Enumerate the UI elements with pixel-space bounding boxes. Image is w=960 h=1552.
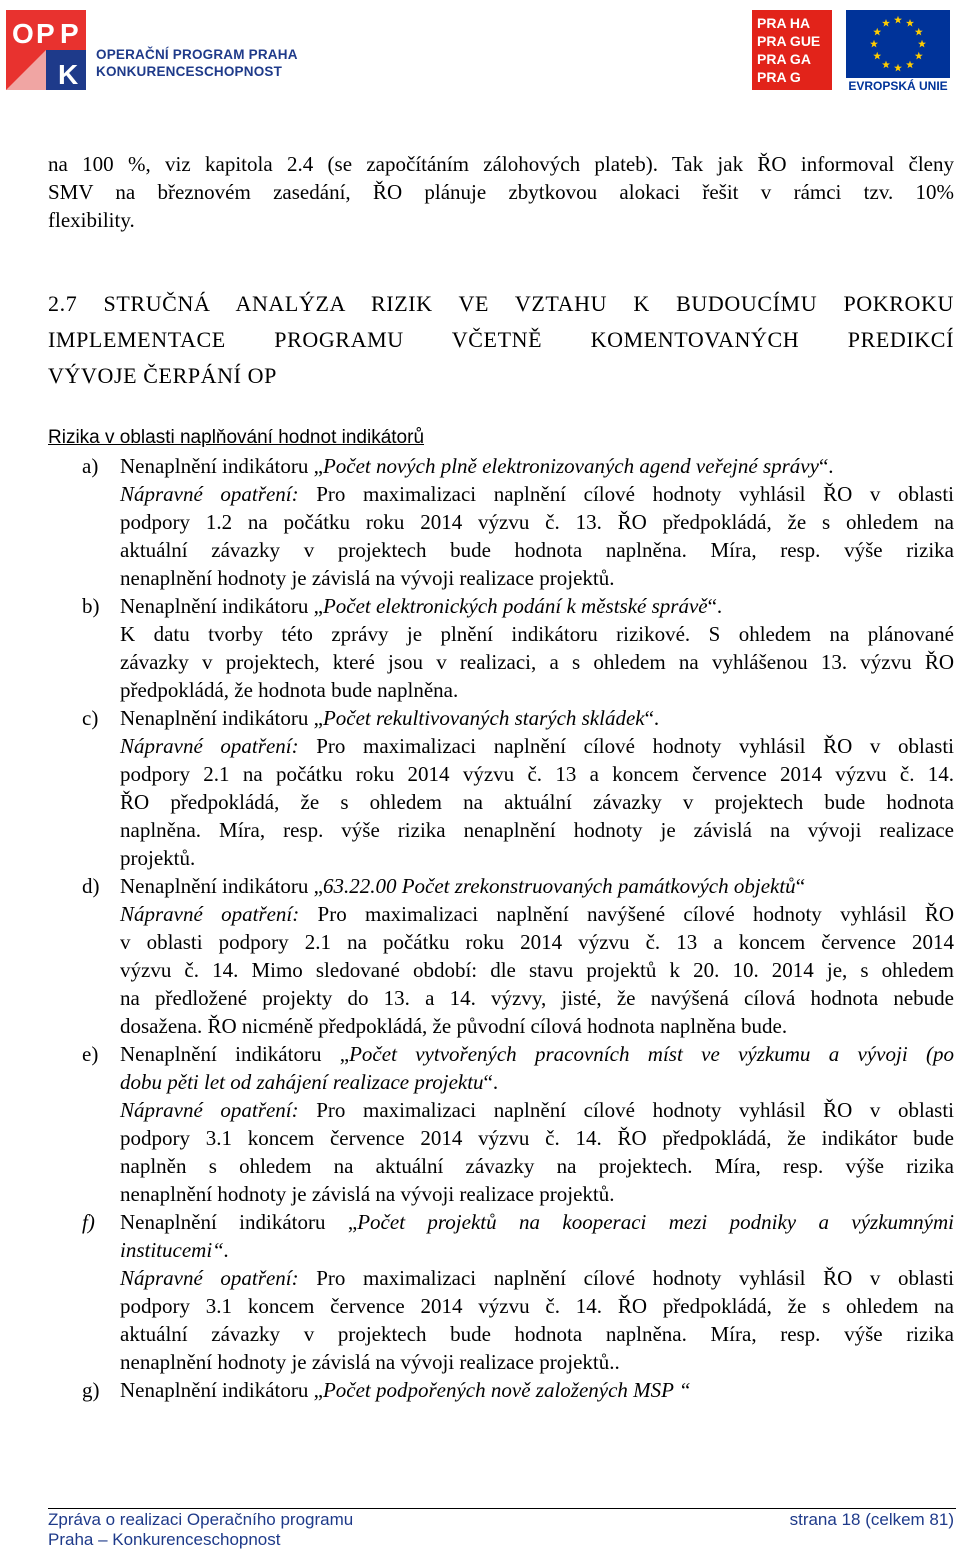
item-text-line: dosažena. ŘO nicméně předpokládá, že původní cílová hodnota naplněna bude. — [120, 1014, 788, 1038]
measure-text: Pro maximalizaci naplnění cílové hodnoty vyhlásil ŘO v oblasti — [316, 1266, 955, 1290]
indicator-title-e-cont — [120, 1068, 954, 1096]
indicator-title-g — [120, 1376, 954, 1404]
indicator-name: Počet podpořených nově založených MSP — [322, 1378, 674, 1402]
praha-logo-line: PRA GUE — [757, 33, 821, 49]
footer-page-number: strana 18 (celkem 81) — [789, 1510, 954, 1529]
title-suffix: “ — [795, 874, 806, 898]
indicator-name: Počet vytvořených pracovních míst ve výzkumu a vývoji (po — [349, 1042, 954, 1066]
item-text-line: naplněna. Míra, resp. výše rizika nenaplnění hodnoty je závislá na vývoji realizace — [120, 818, 954, 842]
opp-logo — [6, 10, 86, 90]
indicator-name: Počet projektů na kooperaci mezi podniky a výzkumnými — [357, 1210, 954, 1234]
title-prefix: Nenaplnění indikátoru „ — [120, 594, 323, 618]
title-prefix: Nenaplnění indikátoru „ — [120, 1378, 323, 1402]
measure-label: Nápravné opatření: — [120, 734, 299, 758]
item-text-line: nenaplnění hodnoty je závislá na vývoji realizace projektů. — [120, 566, 615, 590]
indicator-name: institucemi — [120, 1238, 213, 1262]
praha-logo-line: PRA GA — [757, 51, 811, 67]
indicator-title-c — [120, 704, 954, 732]
item-text-line: závazky v projektech, které jsou v realizaci, a s ohledem na vyhlášenou 13. výzvu ŘO — [120, 650, 954, 674]
item-text-line: K datu tvorby této zprávy je plnění indikátoru rizikové. S ohledem na plánované — [120, 622, 954, 646]
list-marker: d) — [82, 874, 100, 898]
indicator-title-b — [120, 592, 954, 620]
title-prefix: Nenaplnění indikátoru „ — [120, 1042, 350, 1066]
praha-logo-line: PRA G — [757, 69, 801, 85]
title-prefix: Nenaplnění indikátoru „ — [120, 1210, 358, 1234]
item-text-line: aktuální závazky v projektech bude hodnota naplněna. Míra, resp. výše rizika — [120, 1322, 954, 1346]
section-heading-line: 2.7 STRUČNÁ ANALÝZA RIZIK VE VZTAHU K BUDOUCÍMU POKROKU — [48, 291, 954, 316]
item-text-line: aktuální závazky v projektech bude hodnota naplněna. Míra, resp. výše rizika — [120, 538, 954, 562]
measure-text: Pro maximalizaci naplnění cílové hodnoty vyhlásil ŘO v oblasti — [316, 482, 955, 506]
item-text-line: projektů. — [120, 846, 196, 870]
opp-logo-letter: P — [36, 18, 55, 49]
list-marker: b) — [82, 594, 100, 618]
measure-text: Pro maximalizaci naplnění cílové hodnoty vyhlásil ŘO v oblasti — [316, 1098, 955, 1122]
item-text-line: podpory 1.2 na počátku roku 2014 výzvu č. 13. ŘO předpokládá, že s ohledem na — [120, 510, 954, 534]
footer-line2: Praha – Konkurenceschopnost — [48, 1530, 281, 1549]
title-suffix: “. — [212, 1238, 230, 1262]
list-marker — [82, 1208, 95, 1236]
item-text-line: podpory 3.1 koncem července 2014 výzvu č. 14. ŘO předpokládá, že s ohledem na — [120, 1294, 954, 1318]
indicator-title-e — [120, 1040, 954, 1068]
item-text-line: podpory 3.1 koncem července 2014 výzvu č. 14. ŘO předpokládá, že indikátor bude — [120, 1126, 954, 1150]
eu-label: EVROPSKÁ UNIE — [848, 79, 948, 93]
measure-line — [120, 1264, 954, 1292]
indicator-name: dobu pěti let od zahájení realizace projektu — [120, 1070, 484, 1094]
item-text-line: v oblasti podpory 2.1 na počátku roku 2014 výzvu č. 13 a koncem července 2014 — [120, 930, 954, 954]
eu-flag-logo — [842, 8, 954, 94]
measure-label: Nápravné opatření: — [120, 482, 299, 506]
page-header — [0, 0, 960, 100]
praha-logo — [752, 10, 832, 90]
footer-line1: Zpráva o realizaci Operačního programu — [48, 1510, 354, 1529]
measure-text: Pro maximalizaci naplnění cílové hodnoty vyhlásil ŘO v oblasti — [316, 734, 955, 758]
indicator-title-f-cont — [120, 1236, 954, 1264]
measure-text: Pro maximalizaci naplnění navýšené cílové hodnoty vyhlásil ŘO — [317, 902, 955, 926]
intro-line: SMV na březnovém zasedání, ŘO plánuje zbytkovou alokaci řešit v rámci tzv. 10% — [48, 180, 954, 204]
measure-line — [120, 900, 954, 928]
intro-line: flexibility. — [48, 208, 135, 232]
opp-name-line1: OPERAČNÍ PROGRAM PRAHA — [96, 47, 298, 62]
opp-program-name — [96, 46, 298, 80]
list-marker-text: f) — [82, 1210, 95, 1234]
item-text-line: nenaplnění hodnoty je závislá na vývoji realizace projektů.. — [120, 1350, 620, 1374]
measure-label: Nápravné opatření: — [120, 1266, 299, 1290]
title-prefix: Nenaplnění indikátoru „ — [120, 706, 323, 730]
indicator-title-a — [120, 452, 954, 480]
indicator-name: 63.22.00 Počet zrekonstruovaných památkových objektů — [322, 874, 796, 898]
risk-subheading-text: Rizika v oblasti naplňování hodnot indikátorů — [48, 427, 425, 448]
item-text-line: nenaplnění hodnoty je závislá na vývoji realizace projektů. — [120, 1182, 615, 1206]
indicator-name: Počet nových plně elektronizovaných agend veřejné správy — [322, 454, 819, 478]
footer-rule — [48, 1508, 956, 1509]
measure-label: Nápravné opatření: — [120, 902, 300, 926]
title-suffix: “ — [673, 1378, 691, 1402]
item-text-line: předpokládá, že hodnota bude naplněna. — [120, 678, 459, 702]
list-marker: c) — [82, 706, 99, 730]
indicator-name: Počet elektronických podání k městské správě — [322, 594, 708, 618]
section-heading-line: IMPLEMENTACE PROGRAMU VČETNĚ KOMENTOVANÝCH PREDIKCÍ — [48, 327, 954, 352]
opp-logo-letter: P — [60, 18, 79, 49]
title-suffix: “. — [644, 706, 660, 730]
item-text-line: na předložené projekty do 13. a 14. výzvy, jisté, že navýšená cílová hodnota nebude — [120, 986, 954, 1010]
title-suffix: “. — [707, 594, 723, 618]
list-marker: a) — [82, 454, 99, 478]
measure-line — [120, 732, 954, 760]
title-prefix: Nenaplnění indikátoru „ — [120, 874, 323, 898]
title-suffix: “. — [818, 454, 834, 478]
indicator-title-f — [120, 1208, 954, 1236]
item-text-line: ŘO předpokládá, že s ohledem na aktuální závazky v projektech bude hodnota — [120, 790, 954, 814]
list-marker: e) — [82, 1042, 99, 1066]
indicator-title-d — [120, 872, 954, 900]
intro-line: na 100 %, viz kapitola 2.4 (se započítáním zálohových plateb). Tak jak ŘO informoval členy — [48, 152, 954, 176]
list-marker: g) — [82, 1378, 100, 1402]
measure-line — [120, 1096, 954, 1124]
opp-logo-letter: K — [58, 59, 79, 90]
opp-logo-letter: O — [12, 18, 34, 49]
item-text-line: výzvu č. 14. Mimo sledované období: dle stavu projektů k 20. 10. 2014 je, s ohledem — [120, 958, 954, 982]
praha-logo-line: PRA HA — [757, 15, 811, 31]
item-text-line: podpory 2.1 na počátku roku 2014 výzvu č. 13 a koncem července 2014 výzvu č. 14. — [120, 762, 954, 786]
indicator-name: Počet rekultivovaných starých skládek — [322, 706, 645, 730]
opp-name-line2: KONKURENCESCHOPNOST — [96, 64, 283, 79]
title-suffix: “. — [483, 1070, 499, 1094]
section-heading-line: VÝVOJE ČERPÁNÍ OP — [48, 363, 277, 388]
risk-subheading — [48, 424, 954, 452]
item-text-line: naplněn s ohledem na aktuální závazky na projektech. Míra, resp. výše rizika — [120, 1154, 954, 1178]
measure-line — [120, 480, 954, 508]
title-prefix: Nenaplnění indikátoru „ — [120, 454, 323, 478]
measure-label: Nápravné opatření: — [120, 1098, 299, 1122]
footer-report-title — [48, 1510, 353, 1550]
